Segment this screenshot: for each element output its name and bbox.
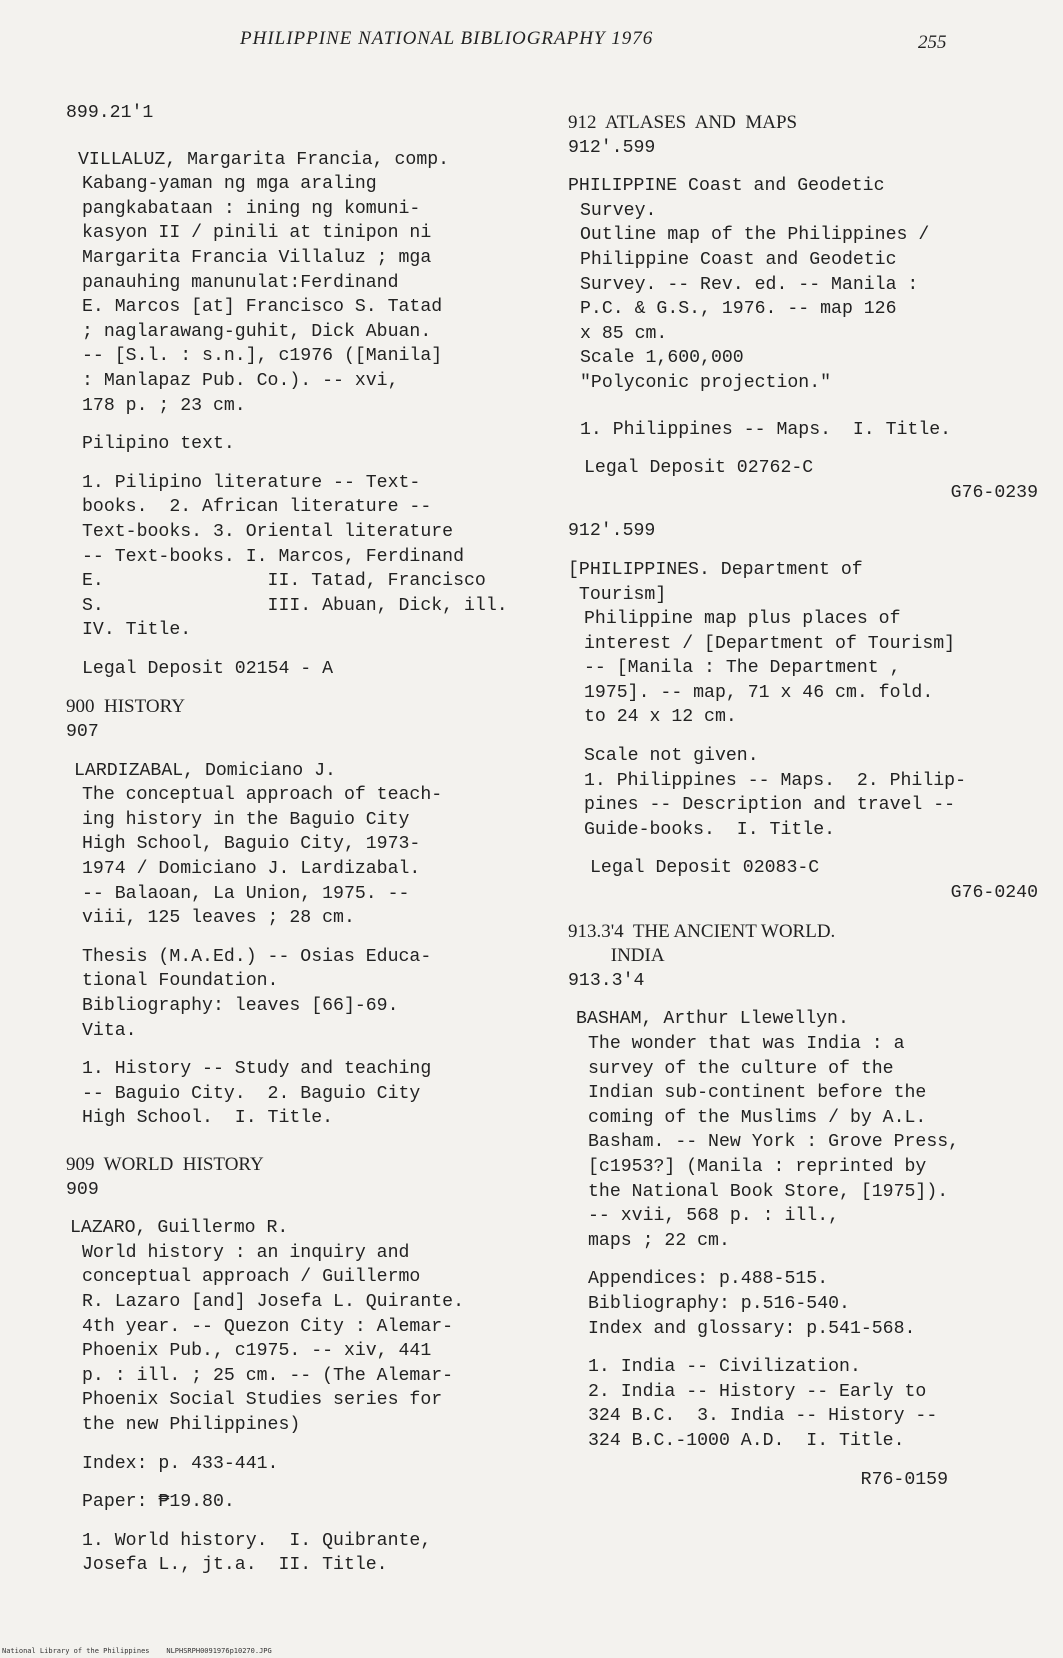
class-number: 907 [66,722,99,743]
entry-author: [PHILIPPINES. Department of Tourism] [568,559,863,605]
page-number: 255 [918,32,947,53]
legal-deposit: Legal Deposit 02762-C [584,458,814,479]
class-number: 909 [66,1179,99,1200]
entry-subjects: 1. Philippines -- Maps. 2. Philip- pines -- Description and travel -- Guide-books. I. Title. [584,770,966,840]
entry-author: PHILIPPINE Coast and Geodetic [568,176,885,197]
entry-body: Survey. Outline map of the Philippines / Philippine Coast and Geodetic Survey. -- Rev. ed. -- Manila : P.C. & G.S., 1976. -- map 126 x 85 cm. Scale 1,600,000 "Polyconic projection." [580,200,930,393]
entry-body: The wonder that was India : a survey of the culture of the Indian sub-continent before the coming of the Muslims / by A.L. Basham. -- New York : Grove Press, [c1953?] (Manila : reprinted by the National Book Store, [1975]). -- xvii, 568 p. : ill., maps ; 22 cm. [588,1034,960,1251]
entry-notes: Appendices: p.488-515. Bibliography: p.516-540. Index and glossary: p.541-568. [588,1269,916,1339]
legal-deposit: Legal Deposit 02083-C [590,858,820,879]
entry-body: World history : an inquiry and conceptual approach / Guillermo R. Lazaro [and] Josefa L. Quirante. 4th year. -- Quezon City : Alemar- Phoenix Pub., c1975. -- xiv, 441 p. : ill. ; 25 cm. -- (The Alemar- Phoenix Social Studies series for the new Philippines) [82,1242,464,1435]
section-heading: 912 ATLASES AND MAPS [568,112,798,133]
class-number: 899.21'1 [66,103,154,123]
entry-body: Philippine map plus places of interest / [Department of Tourism] -- [Manila : The Department , 1975]. -- map, 71 x 46 cm. fold. to 24 x 12 cm. [584,609,956,728]
entry-subjects: 1. Pilipino literature -- Text- books. 2. African literature -- Text-books. 3. Oriental literature -- Text-books. I. Marcos, Ferdinand E. II. Tatad, Francisco S. III. Abuan, Dick, ill. IV. Title. [82,472,508,641]
running-header-title: PHILIPPINE NATIONAL BIBLIOGRAPHY 1976 [240,28,654,49]
entry-notes: Thesis (M.A.Ed.) -- Osias Educa- tional Foundation. Bibliography: leaves [66]-69. Vita. [82,946,432,1041]
entry-price: Paper: ₱19.80. [82,1492,235,1513]
section-heading: 900 HISTORY [66,696,185,718]
entry-subjects: 1. Philippines -- Maps. I. Title. [580,419,952,440]
entry-index: Index: p. 433-441. [82,1453,279,1474]
entry-scale: Scale not given. [584,746,759,767]
entry-subjects: 1. History -- Study and teaching -- Baguio City. 2. Baguio City High School. I. Title. [82,1059,432,1129]
right-column [568,111,1038,1492]
section-heading: 913.3'4 THE ANCIENT WORLD. INDIA [568,920,836,967]
entry-body: The conceptual approach of teach- ing history in the Baguio City High School, Baguio City, 1973- 1974 / Domiciano J. Lardizabal. -- Balaoan, La Union, 1975. -- viii, 125 leaves ; 28 cm. [82,785,443,929]
entry-author: LAZARO, Guillermo R. [70,1218,289,1239]
accession-code: G76-0240 [950,883,1038,904]
accession-code: R76-0159 [860,1469,948,1490]
legal-deposit: Legal Deposit 02154 - A [82,658,334,679]
entry-subjects: 1. World history. I. Quibrante, Josefa L., jt.a. II. Title. [82,1530,432,1576]
class-number: 912'.599 [568,521,656,542]
accession-code: G76-0239 [950,482,1038,503]
entry-body: Kabang-yaman ng mga araling pangkabataan : ining ng komuni- kasyon II / pinili at tinipon ni Margarita Francia Villaluz ; mga panauhing manunulat:Ferdinand E. Marcos [at] Francisco S. Tatad ; naglarawang-guhit, Dick Abuan. -- [S.l. : s.n.], c1976 ([Manila] : Manlapaz Pub. Co.). -- xvi, 178 p. ; 23 cm. [82,174,443,416]
left-column [66,101,536,1578]
entry-subjects: 1. India -- Civilization. 2. India -- History -- Early to 324 B.C. 3. India -- History -- 324 B.C.-1000 A.D. I. Title. [588,1357,938,1451]
scan-footer: National Library of the Philippines NLPHSRPH0091976p10270.JPG [2,1647,272,1655]
class-number: 913.3'4 [568,970,645,991]
entry-note: Pilipino text. [82,434,235,455]
entry-author: LARDIZABAL, Domiciano J. [74,760,336,781]
entry-author: BASHAM, Arthur Llewellyn. [576,1009,849,1030]
section-heading: 909 WORLD HISTORY [66,1153,264,1175]
entry-author: VILLALUZ, Margarita Francia, comp. [78,149,450,170]
class-number: 912'.599 [568,137,656,158]
